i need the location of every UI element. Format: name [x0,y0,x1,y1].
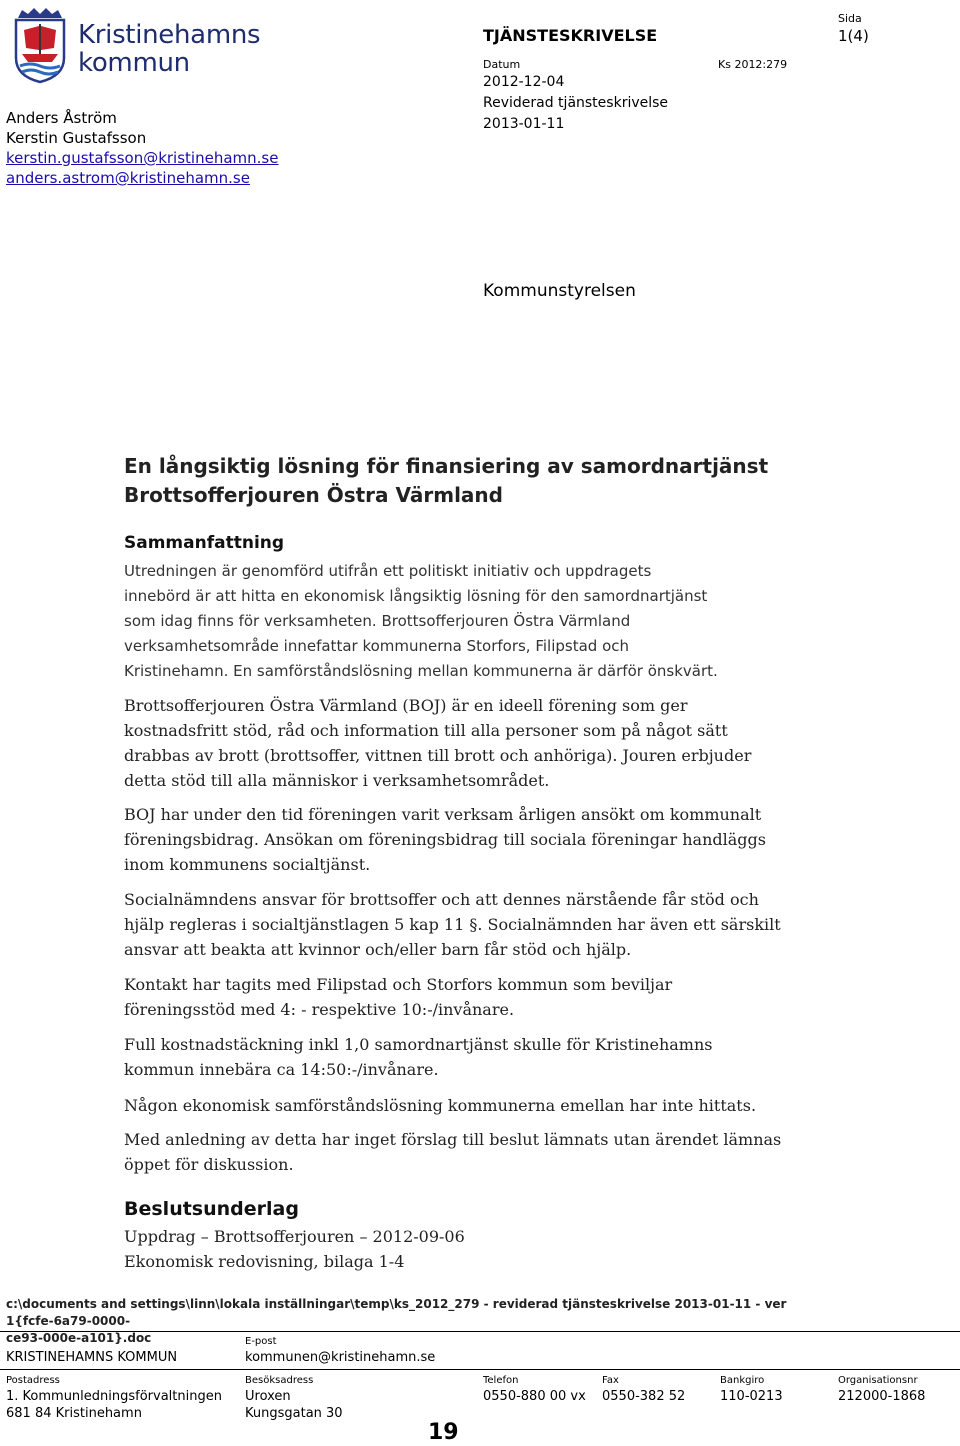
body-paragraph [124,802,814,877]
text-line: inom kommunens socialtjänst. [124,855,371,874]
author-block [6,108,278,188]
kristinehamn-logo-icon [12,4,68,84]
body-paragraph [124,1032,814,1082]
body-paragraph [124,1093,814,1118]
text-line: Någon ekonomisk samförståndslösning kommunerna emellan har inte hittats. [124,1096,757,1115]
text-line: Brottsofferjouren Östra Värmland (BOJ) är en ideell förening som ger [124,696,688,715]
document-title [124,452,768,510]
org-name: KRISTINEHAMNS KOMMUN [6,1350,178,1365]
summary-paragraph [124,559,814,684]
text-line: Med anledning av detta har inget förslag till beslut lämnats utan ärendet lämnas [124,1130,782,1149]
date: 2012-12-04 [483,74,565,90]
text-line: verksamhetsområde innefattar kommunerna Storfors, Filipstad och [124,637,630,655]
logo-text-line1: Kristinehamns [78,20,261,50]
text-line: kommun innebära ca 14:50:-/invånare. [124,1060,439,1079]
body-paragraph [124,972,814,1022]
case-number: Ks 2012:279 [718,58,788,71]
orgnr-value: 212000-1868 [838,1389,926,1404]
title-line: En långsiktig lösning för finansiering av samordnartjänst [124,454,769,478]
recipient: Kommunstyrelsen [483,281,636,301]
postadress-line: 681 84 Kristinehamn [6,1406,142,1421]
author-name: Anders Åström [6,109,117,127]
text-line: ansvar att beakta att kvinnor och/eller barn får stöd och hjälp. [124,940,632,959]
body-paragraph [124,693,814,793]
page-count: 1(4) [838,27,869,45]
text-line: föreningsbidrag. Ansökan om föreningsbidrag till sociala föreningar handläggs [124,830,766,849]
epost-link[interactable]: kommunen@kristinehamn.se [245,1350,436,1365]
email-link[interactable]: kerstin.gustafsson@kristinehamn.se [6,149,279,167]
file-path-line: c:\documents and settings\linn\lokala inställningar\temp\ks_2012_279 - reviderad tjänsteskrivelse 2013-01-11 - ver 1{fcfe-6a79-0000- [6,1297,787,1328]
bankgiro-value: 110-0213 [720,1389,783,1404]
page-number: 19 [428,1420,459,1445]
text-line: BOJ har under den tid föreningen varit verksam årligen ansökt om kommunalt [124,805,762,824]
body-paragraph [124,887,814,962]
text-line: drabbas av brott (brottsoffer, vittnen till brott och anhöriga). Jouren erbjuder [124,746,752,765]
revised-label: Reviderad tjänsteskrivelse [483,95,669,111]
file-path-line: ce93-000e-a101}.doc [6,1331,152,1345]
logo-text [78,21,260,77]
text-line: öppet för diskussion. [124,1155,294,1174]
postadress-label: Postadress [6,1375,60,1386]
text-line: detta stöd till alla människor i verksamhetsområdet. [124,771,550,790]
text-line: innebörd är att hitta en ekonomisk långsiktig lösning för den samordnartjänst [124,587,708,605]
telefon-label: Telefon [483,1375,519,1386]
decision-heading: Beslutsunderlag [124,1198,299,1220]
date-block [483,72,668,135]
title-line: Brottsofferjouren Östra Värmland [124,483,503,507]
text-line: Kristinehamn. En samförståndslösning mellan kommunerna är därför önskvärt. [124,662,718,680]
besoksadress-line: Kungsgatan 30 [245,1406,343,1421]
besoksadress-line: Uroxen [245,1389,291,1404]
text-line: Socialnämndens ansvar för brottsoffer och att dennes närstående får stöd och [124,890,759,909]
list-item: Uppdrag – Brottsofferjouren – 2012-09-06 [124,1227,465,1246]
text-line: föreningsstöd med 4: - respektive 10:-/invånare. [124,1000,515,1019]
text-line: Kontakt har tagits med Filipstad och Storfors kommun som beviljar [124,975,673,994]
besoksadress-label: Besöksadress [245,1375,314,1386]
text-line: Full kostnadstäckning inkl 1,0 samordnartjänst skulle för Kristinehamns [124,1035,713,1054]
body-paragraph [124,1127,814,1177]
file-path [6,1296,806,1347]
text-line: som idag finns för verksamheten. Brottsofferjouren Östra Värmland [124,612,631,630]
text-line: Utredningen är genomförd utifrån ett politiskt initiativ och uppdragets [124,562,652,580]
text-line: hjälp regleras i socialtjänstlagen 5 kap 11 §. Socialnämnden har även ett särskilt [124,915,781,934]
revised-date: 2013-01-11 [483,116,565,132]
summary-heading: Sammanfattning [124,533,285,553]
fax-value: 0550-382 52 [602,1389,686,1404]
fax-label: Fax [602,1375,619,1386]
telefon-value: 0550-880 00 vx [483,1389,586,1404]
text-line: kostnadsfritt stöd, råd och information till alla personer som på något sätt [124,721,728,740]
datum-label: Datum [483,58,521,71]
postadress-line: 1. Kommunledningsförvaltningen [6,1389,222,1404]
email-link[interactable]: anders.astrom@kristinehamn.se [6,169,250,187]
list-item: Ekonomisk redovisning, bilaga 1-4 [124,1252,405,1271]
footer-divider [0,1369,960,1370]
logo-text-line2: kommun [78,48,190,78]
epost-label: E-post [245,1336,277,1347]
footer-divider [0,1331,960,1332]
decision-list [124,1224,814,1274]
page-label: Sida [838,12,862,25]
doc-type: TJÄNSTESKRIVELSE [483,26,658,45]
bankgiro-label: Bankgiro [720,1375,765,1386]
orgnr-label: Organisationsnr [838,1375,918,1386]
author-name: Kerstin Gustafsson [6,129,147,147]
